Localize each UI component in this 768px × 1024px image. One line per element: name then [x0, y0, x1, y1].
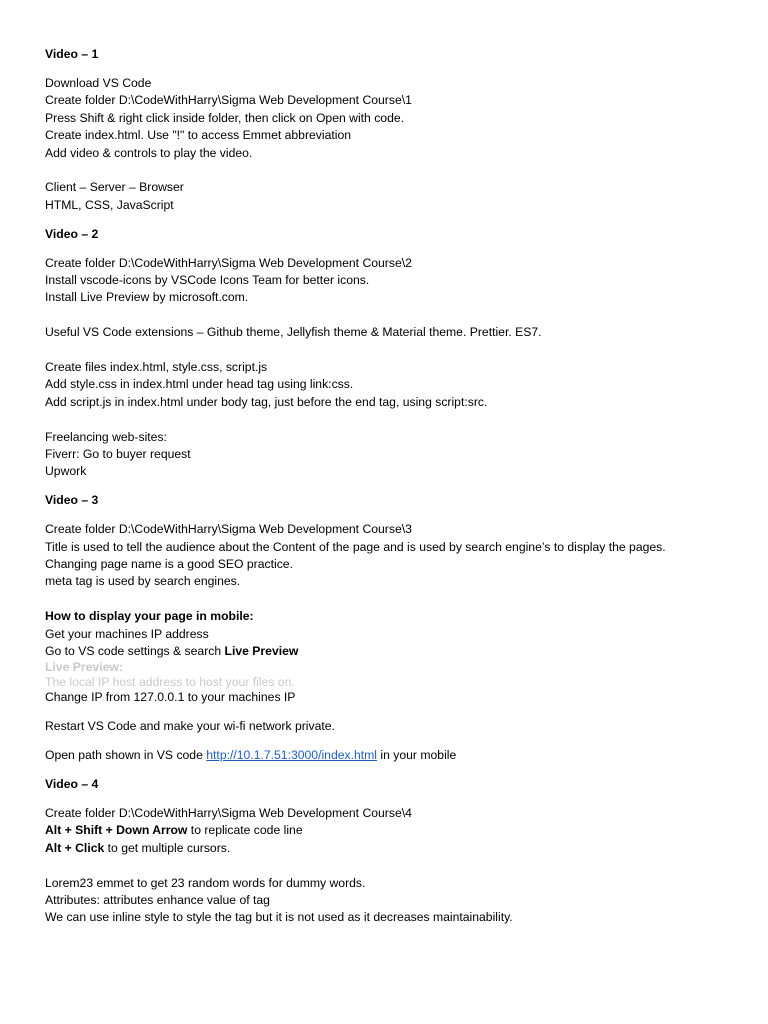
v1-line-1: Download VS Code: [45, 75, 152, 90]
v2-files-3: Add script.js in index.html under body tag, just before the end tag, using script:src.: [45, 394, 488, 409]
v2-extensions: Useful VS Code extensions – Github theme, Jellyfish theme & Material theme. Prettier. ES7.: [45, 325, 542, 340]
v4-folder: Create folder D:\CodeWithHarry\Sigma Web Development Course\4: [45, 806, 412, 821]
v2-files-2: Add style.css in index.html under head tag using link:css.: [45, 377, 354, 392]
v4-note-1: Lorem23 emmet to get 23 random words for dummy words.: [45, 875, 366, 890]
v3-line-2: Title is used to tell the audience about the Content of the page and is used by search engine’s to display the pages.: [45, 539, 666, 554]
v4-note-2: Attributes: attributes enhance value of tag: [45, 893, 270, 908]
v2-freelance-1: Freelancing web-sites:: [45, 429, 167, 444]
v2-freelance-2: Fiverr: Go to buyer request: [45, 446, 191, 461]
v2-line-3: Install Live Preview by microsoft.com.: [45, 290, 249, 305]
v1-line-7: HTML, CSS, JavaScript: [45, 197, 174, 212]
v1-line-4: Create index.html. Use "!" to access Emmet abbreviation: [45, 128, 352, 143]
shortcut-1-desc: to replicate code line: [187, 823, 303, 838]
settings-line: [45, 643, 745, 660]
settings-bold: Live Preview: [224, 644, 299, 659]
open-prefix: Open path shown in VS code: [45, 748, 207, 763]
v4-shortcut-1: [45, 822, 745, 839]
v4-note-3: We can use inline style to style the tag but it is not used as it decreases maintainability.: [45, 910, 513, 925]
video-1-heading: Video – 1: [45, 47, 99, 61]
restart-line: Restart VS Code and make your wi-fi network private.: [45, 719, 335, 734]
document-page: [45, 46, 745, 927]
v2-files-1: Create files index.html, style.css, script.js: [45, 359, 268, 374]
video-4-heading: Video – 4: [45, 777, 99, 792]
video-2-heading: Video – 2: [45, 226, 99, 241]
v4-shortcut-2: [45, 840, 745, 857]
open-suffix: in your mobile: [377, 748, 457, 763]
mobile-heading: How to display your page in mobile:: [45, 609, 254, 624]
settings-prefix: Go to VS code settings & search: [45, 644, 225, 659]
shortcut-2-keys: Alt + Click: [45, 840, 105, 855]
v3-line-4: meta tag is used by search engines.: [45, 574, 241, 589]
faded-setting-desc: The local IP host address to host your files on.: [45, 674, 295, 689]
v1-line-2: Create folder D:\CodeWithHarry\Sigma Web Development Course\1: [45, 93, 412, 108]
v3-line-1: Create folder D:\CodeWithHarry\Sigma Web Development Course\3: [45, 522, 412, 537]
v1-line-6: Client – Server – Browser: [45, 180, 184, 195]
mobile-ip-line: Get your machines IP address: [45, 626, 209, 641]
faded-setting-title: Live Preview:: [45, 660, 123, 675]
shortcut-2-desc: to get multiple cursors.: [104, 840, 231, 855]
v2-line-1: Create folder D:\CodeWithHarry\Sigma Web Development Course\2: [45, 255, 412, 270]
v2-line-2: Install vscode-icons by VSCode Icons Team for better icons.: [45, 272, 370, 287]
open-path-line: [45, 747, 745, 764]
v1-line-3: Press Shift & right click inside folder, then click on Open with code.: [45, 110, 405, 125]
v1-line-5: Add video & controls to play the video.: [45, 145, 253, 160]
v2-freelance-3: Upwork: [45, 464, 87, 479]
local-ip-link[interactable]: http://10.1.7.51:3000/index.html: [206, 748, 378, 763]
change-ip-line: Change IP from 127.0.0.1 to your machines IP: [45, 690, 296, 705]
v3-line-3: Changing page name is a good SEO practice.: [45, 557, 293, 571]
video-3-heading: Video – 3: [45, 493, 99, 508]
shortcut-1-keys: Alt + Shift + Down Arrow: [45, 823, 188, 838]
